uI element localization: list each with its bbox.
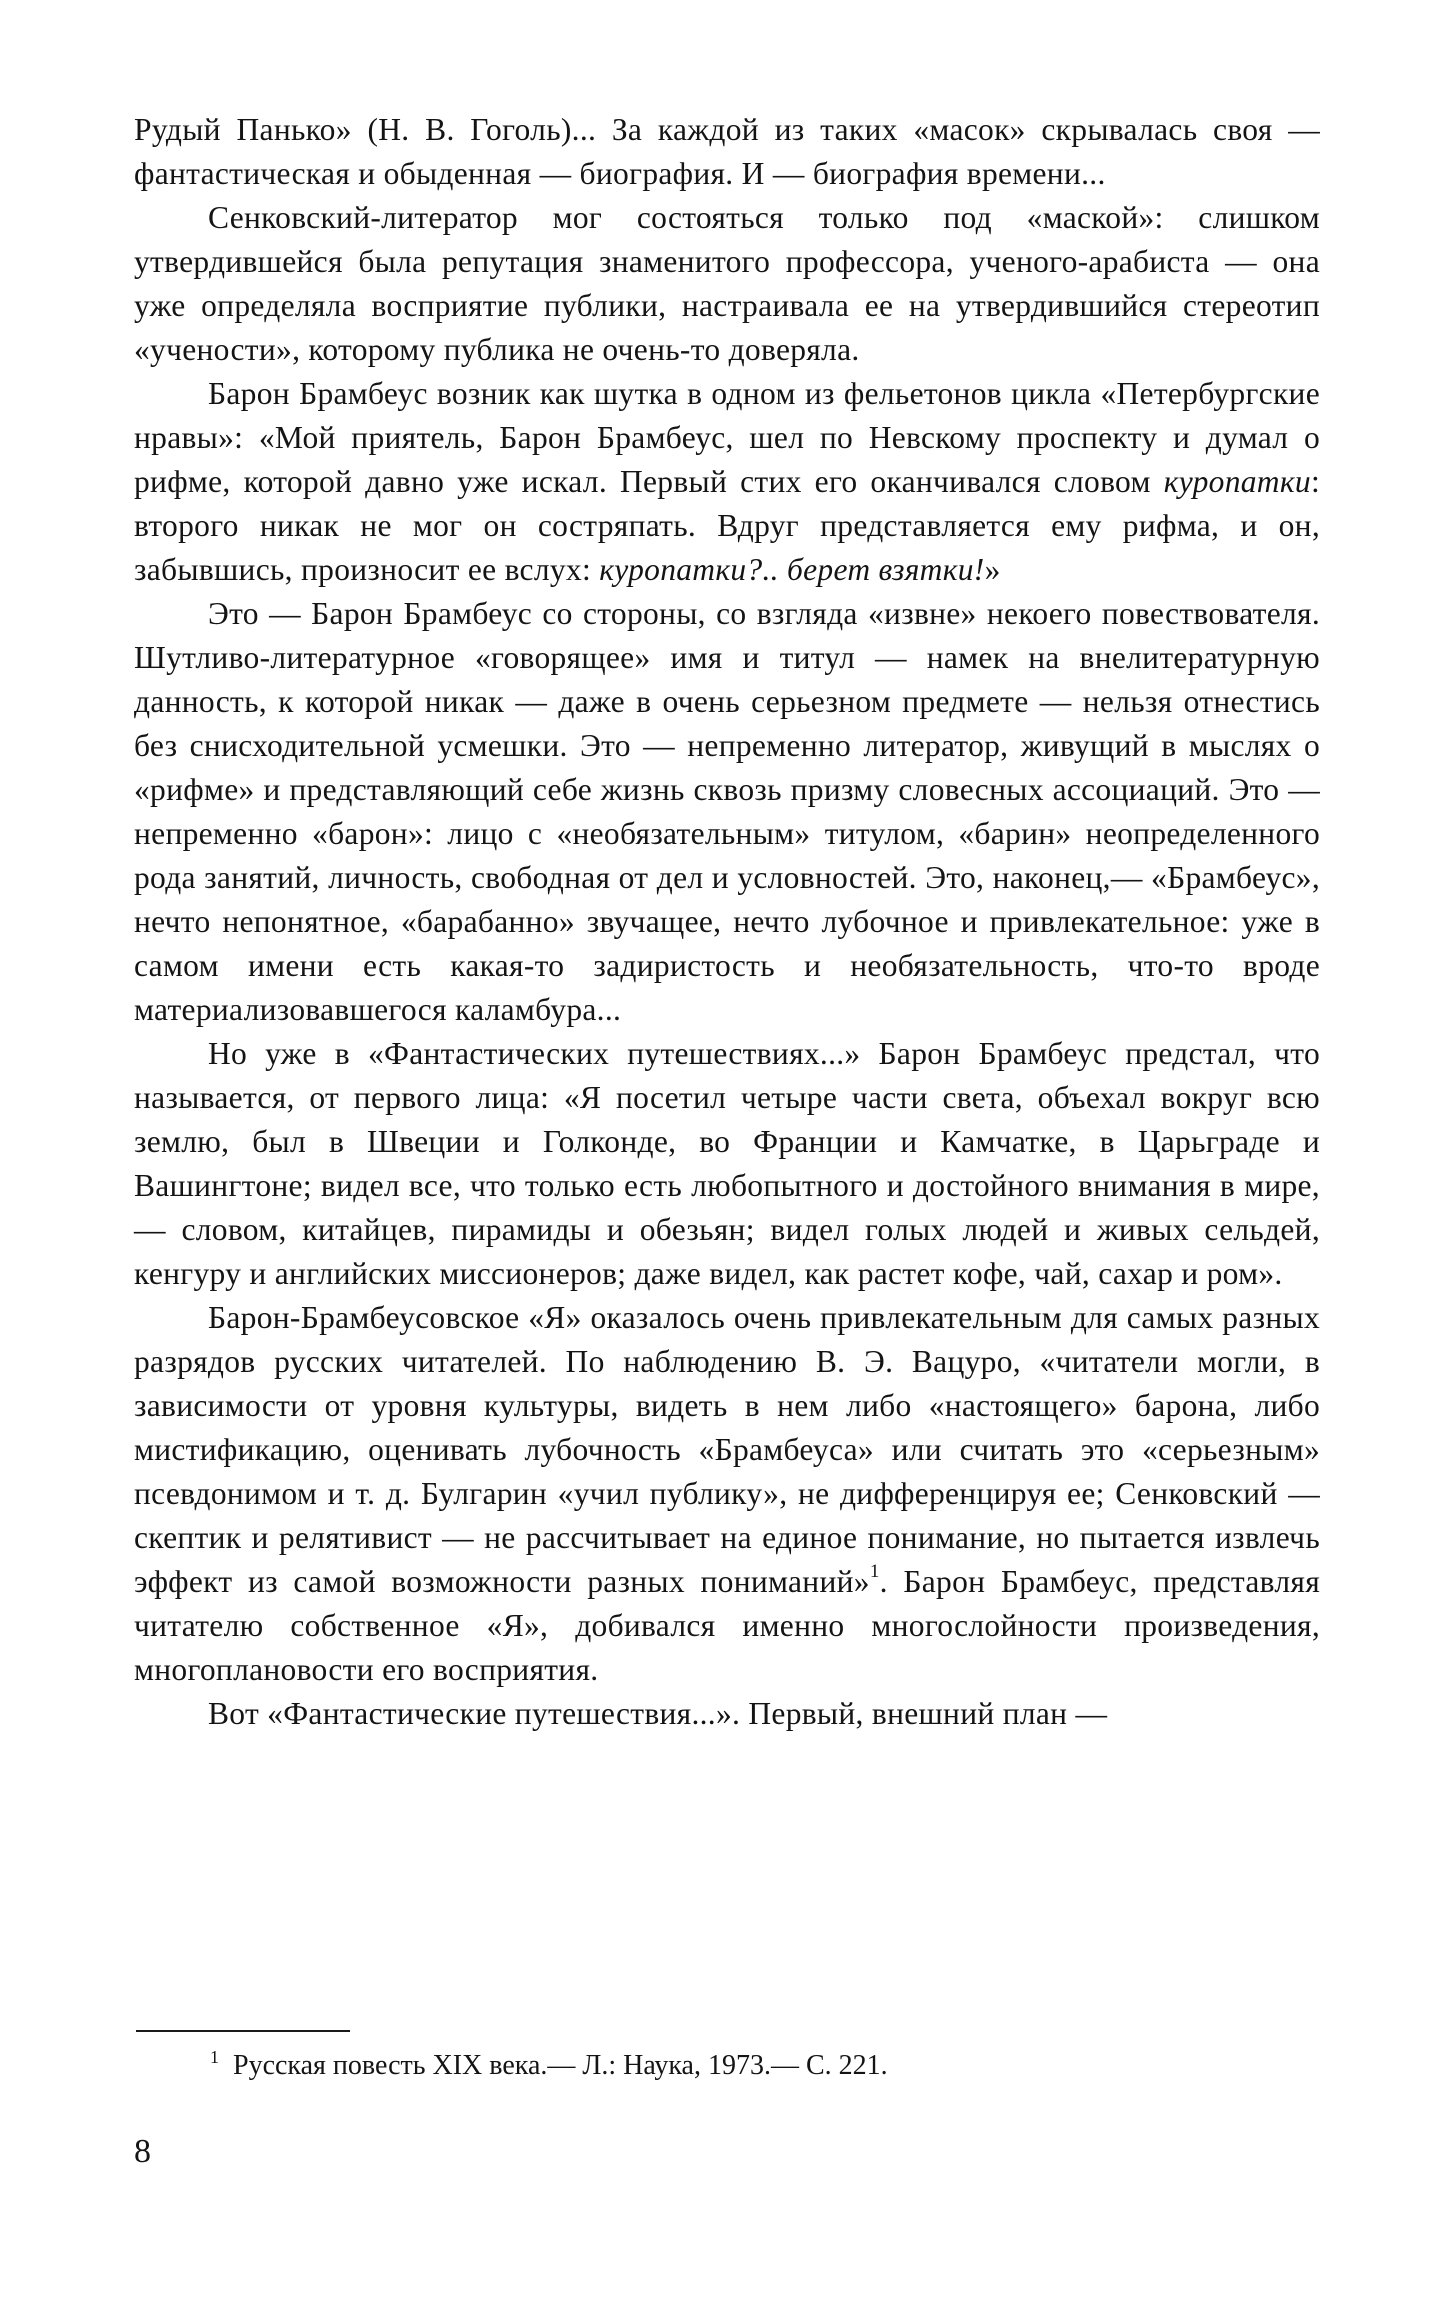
text-run: Это — Барон Брамбеус со стороны, со взгляда «извне» некоего повествователя. Шутливо-литературное «говорящее» имя и титул — намек на внелитературную данность, к которой никак — даже в очень серьезном предмете — нельзя отнестись без снисходительной усмешки. Это — непременно литератор, живущий в мыслях о «рифме» и представляющий себе жизнь сквозь призму словесных ассоциаций. Это — непременно «барон»: лицо с «необязательным» титулом, «барин» неопределенного рода занятий, личность, свободная от дел и условностей. Это, наконец,— «Брамбеус», нечто непонятное, «барабанно» звучащее, нечто лубочное и привлекательное: уже в самом имени есть какая-то задиристость и необязательность, что-то вроде материализовавшегося каламбура... xyxy=(134,596,1320,1027)
paragraph xyxy=(134,372,1320,592)
italic-phrase: куропатки xyxy=(1163,464,1311,499)
paragraph xyxy=(134,592,1320,1032)
main-text xyxy=(134,108,1320,1736)
paragraph xyxy=(134,1032,1320,1296)
paragraph xyxy=(134,196,1320,372)
footnote xyxy=(210,2046,1310,2086)
text-run: Барон Брамбеус возник как шутка в одном из фельетонов цикла «Петербургские нравы»: «Мой приятель, Барон Брамбеус, шел по Невскому проспекту и думал о рифме, которой давно уже искал. Первый стих его оканчивался словом xyxy=(134,376,1320,499)
paragraph xyxy=(134,108,1320,196)
footnote-text: Русская повесть XIX века.— Л.: Наука, 1973.— С. 221. xyxy=(233,2050,888,2081)
footnote-reference: 1 xyxy=(869,1561,880,1582)
footnote-marker: 1 xyxy=(210,2047,219,2067)
paragraph xyxy=(134,1296,1320,1692)
text-run: . Барон Брамбеус, представляя читателю собственное «Я», добивался именно многослойности произведения, многоплановости его восприятия. xyxy=(134,1564,1321,1687)
text-run: Рудый Панько» (Н. В. Гоголь)... За каждой из таких «масок» скрывалась своя — фантастическая и обыденная — биография. И — биография времени... xyxy=(134,112,1320,191)
page-number: 8 xyxy=(134,2133,151,2170)
text-run: : второго никак не мог он состряпать. Вдруг представляется ему рифма, и он, забывшись, произносит ее вслух: xyxy=(134,464,1320,587)
paragraph xyxy=(134,1692,1320,1736)
text-run: Барон-Брамбеусовское «Я» оказалось очень привлекательным для самых разных разрядов русских читателей. По наблюдению В. Э. Вацуро, «читатели могли, в зависимости от уровня культуры, видеть в нем либо «настоящего» барона, либо мистификацию, оценивать лубочность «Брамбеуса» или считать это «серьезным» псевдонимом и т. д. Булгарин «учил публику», не дифференцируя ее; Сенковский — скептик и релятивист — не рассчитывает на единое понимание, но пытается извлечь эффект из самой возможности разных пониманий» xyxy=(134,1300,1320,1599)
text-run: » xyxy=(984,552,1001,587)
text-run: Сенковский-литератор мог состояться только под «маской»: слишком утвердившейся была репутация знаменитого профессора, ученого-арабиста — она уже определяла восприятие публики, настраивала ее на утвердившийся стереотип «учености», которому публика не очень-то доверяла. xyxy=(134,200,1320,367)
footnote-rule xyxy=(136,2030,350,2032)
text-run: Но уже в «Фантастических путешествиях...» Барон Брамбеус предстал, что называется, от первого лица: «Я посетил четыре части света, объехал вокруг всю землю, был в Швеции и Голконде, во Франции и Камчатке, в Царьграде и Вашингтоне; видел все, что только есть любопытного и достойного внимания в мире,— словом, китайцев, пирамиды и обезьян; видел голых людей и живых сельдей, кенгуру и английских миссионеров; даже видел, как растет кофе, чай, сахар и ром». xyxy=(134,1036,1320,1291)
italic-phrase: куропатки?.. берет взятки! xyxy=(599,552,985,587)
text-run: Вот «Фантастические путешествия...». Первый, внешний план — xyxy=(208,1696,1108,1731)
